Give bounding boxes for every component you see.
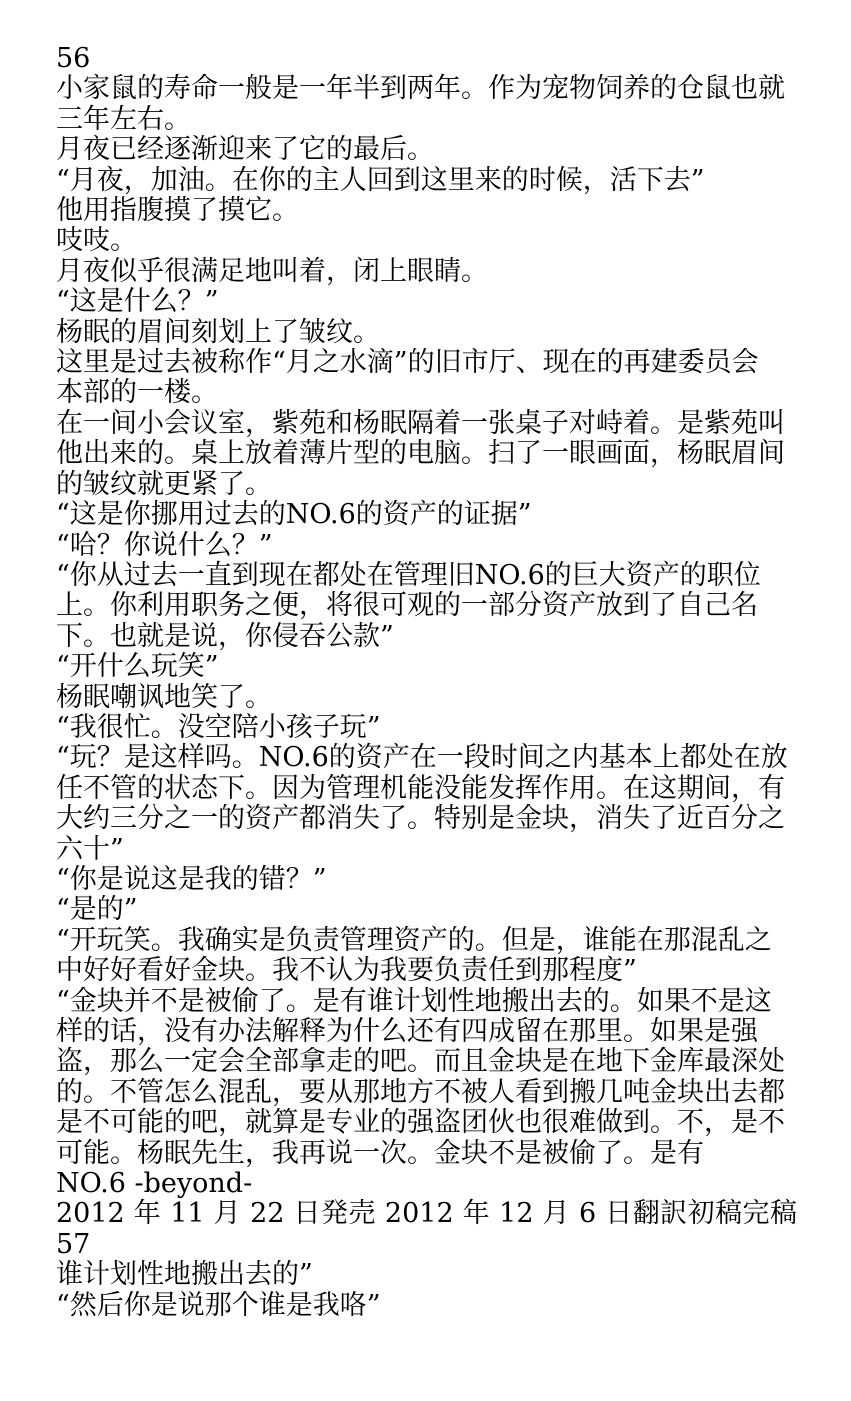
- text-line: 小家鼠的寿命一般是一年半到两年。作为宠物饲养的仓鼠也就: [56, 73, 785, 105]
- text-line: 盗，那么一定会全部拿走的吧。而且金块是在地下金库最深处: [56, 1046, 785, 1078]
- text-line: “我很忙。没空陪小孩子玩”: [56, 711, 381, 743]
- text-line: “你是说这是我的错？”: [56, 863, 327, 895]
- text-line: 可能。杨眠先生，我再说一次。金块不是被偷了。是有: [56, 1137, 704, 1169]
- text-line: 谁计划性地搬出去的”: [56, 1259, 313, 1291]
- text-line: “这是你挪用过去的NO.6的资产的证据”: [56, 499, 532, 531]
- text-line: “哈？你说什么？”: [56, 529, 273, 561]
- text-line: 吱吱。: [56, 225, 137, 257]
- text-line: NO.6 -beyond-: [56, 1168, 253, 1200]
- text-line: 月夜已经逐渐迎来了它的最后。: [56, 134, 434, 166]
- text-line: “你从过去一直到现在都处在管理旧NO.6的巨大资产的职位: [56, 559, 761, 591]
- text-line: “开什么玩笑”: [56, 651, 219, 683]
- text-line: 中好好看好金块。我不认为我要负责任到那程度”: [56, 955, 637, 987]
- text-line: 他出来的。桌上放着薄片型的电脑。扫了一眼画面，杨眠眉间: [56, 438, 785, 470]
- page-number: 57: [56, 1228, 91, 1260]
- text-line: 这里是过去被称作“月之水滴”的旧市厅、现在的再建委员会: [56, 347, 759, 379]
- text-line: 他用指腹摸了摸它。: [56, 195, 299, 227]
- text-line: 2012 年 11 月 22 日発売 2012 年 12 月 6 日翻訳初稿完稿: [56, 1198, 797, 1230]
- text-line: 下。也就是说，你侵吞公款”: [56, 620, 394, 652]
- text-line: 样的话，没有办法解释为什么还有四成留在那里。如果是强: [56, 1016, 758, 1047]
- text-line: 在一间小会议室，紫苑和杨眠隔着一张桌子对峙着。是紫苑叫: [56, 407, 785, 439]
- text-line: 的。不管怎么混乱，要从那地方不被人看到搬几吨金块出去都: [56, 1076, 785, 1108]
- text-line: “开玩笑。我确实是负责管理资产的。但是，谁能在那混乱之: [56, 924, 772, 956]
- text-line: “是的”: [56, 894, 138, 926]
- text-line: 杨眠嘲讽地笑了。: [56, 681, 272, 713]
- text-line: 三年左右。: [56, 103, 191, 135]
- text-line: 六十”: [56, 833, 124, 865]
- text-line: 的皱纹就更紧了。: [56, 468, 272, 500]
- text-line: “然后你是说那个谁是我咯”: [56, 1289, 381, 1321]
- text-line: “玩？是这样吗。NO.6的资产在一段时间之内基本上都处在放: [56, 742, 788, 774]
- page-number: 56: [56, 43, 91, 74]
- text-line: “月夜，加油。在你的主人回到这里来的时候，活下去”: [56, 164, 705, 196]
- text-line: 任不管的状态下。因为管理机能没能发挥作用。在这期间，有: [56, 772, 785, 804]
- text-line: 月夜似乎很满足地叫着，闭上眼睛。: [56, 255, 488, 287]
- text-line: 上。你利用职务之便，将很可观的一部分资产放到了自己名: [56, 590, 758, 622]
- text-line: “金块并不是被偷了。是有谁计划性地搬出去的。如果不是这: [56, 985, 772, 1017]
- text-line: 杨眠的眉间刻划上了皱纹。: [56, 316, 380, 348]
- text-line: 大约三分之一的资产都消失了。特别是金块，消失了近百分之: [56, 803, 785, 835]
- text-line: “这是什么？”: [56, 286, 219, 318]
- text-line: 本部的一楼。: [56, 377, 218, 409]
- page-text: [56, 44, 797, 1321]
- text-line: 是不可能的吧，就算是专业的强盗团伙也很难做到。不，是不: [56, 1107, 785, 1139]
